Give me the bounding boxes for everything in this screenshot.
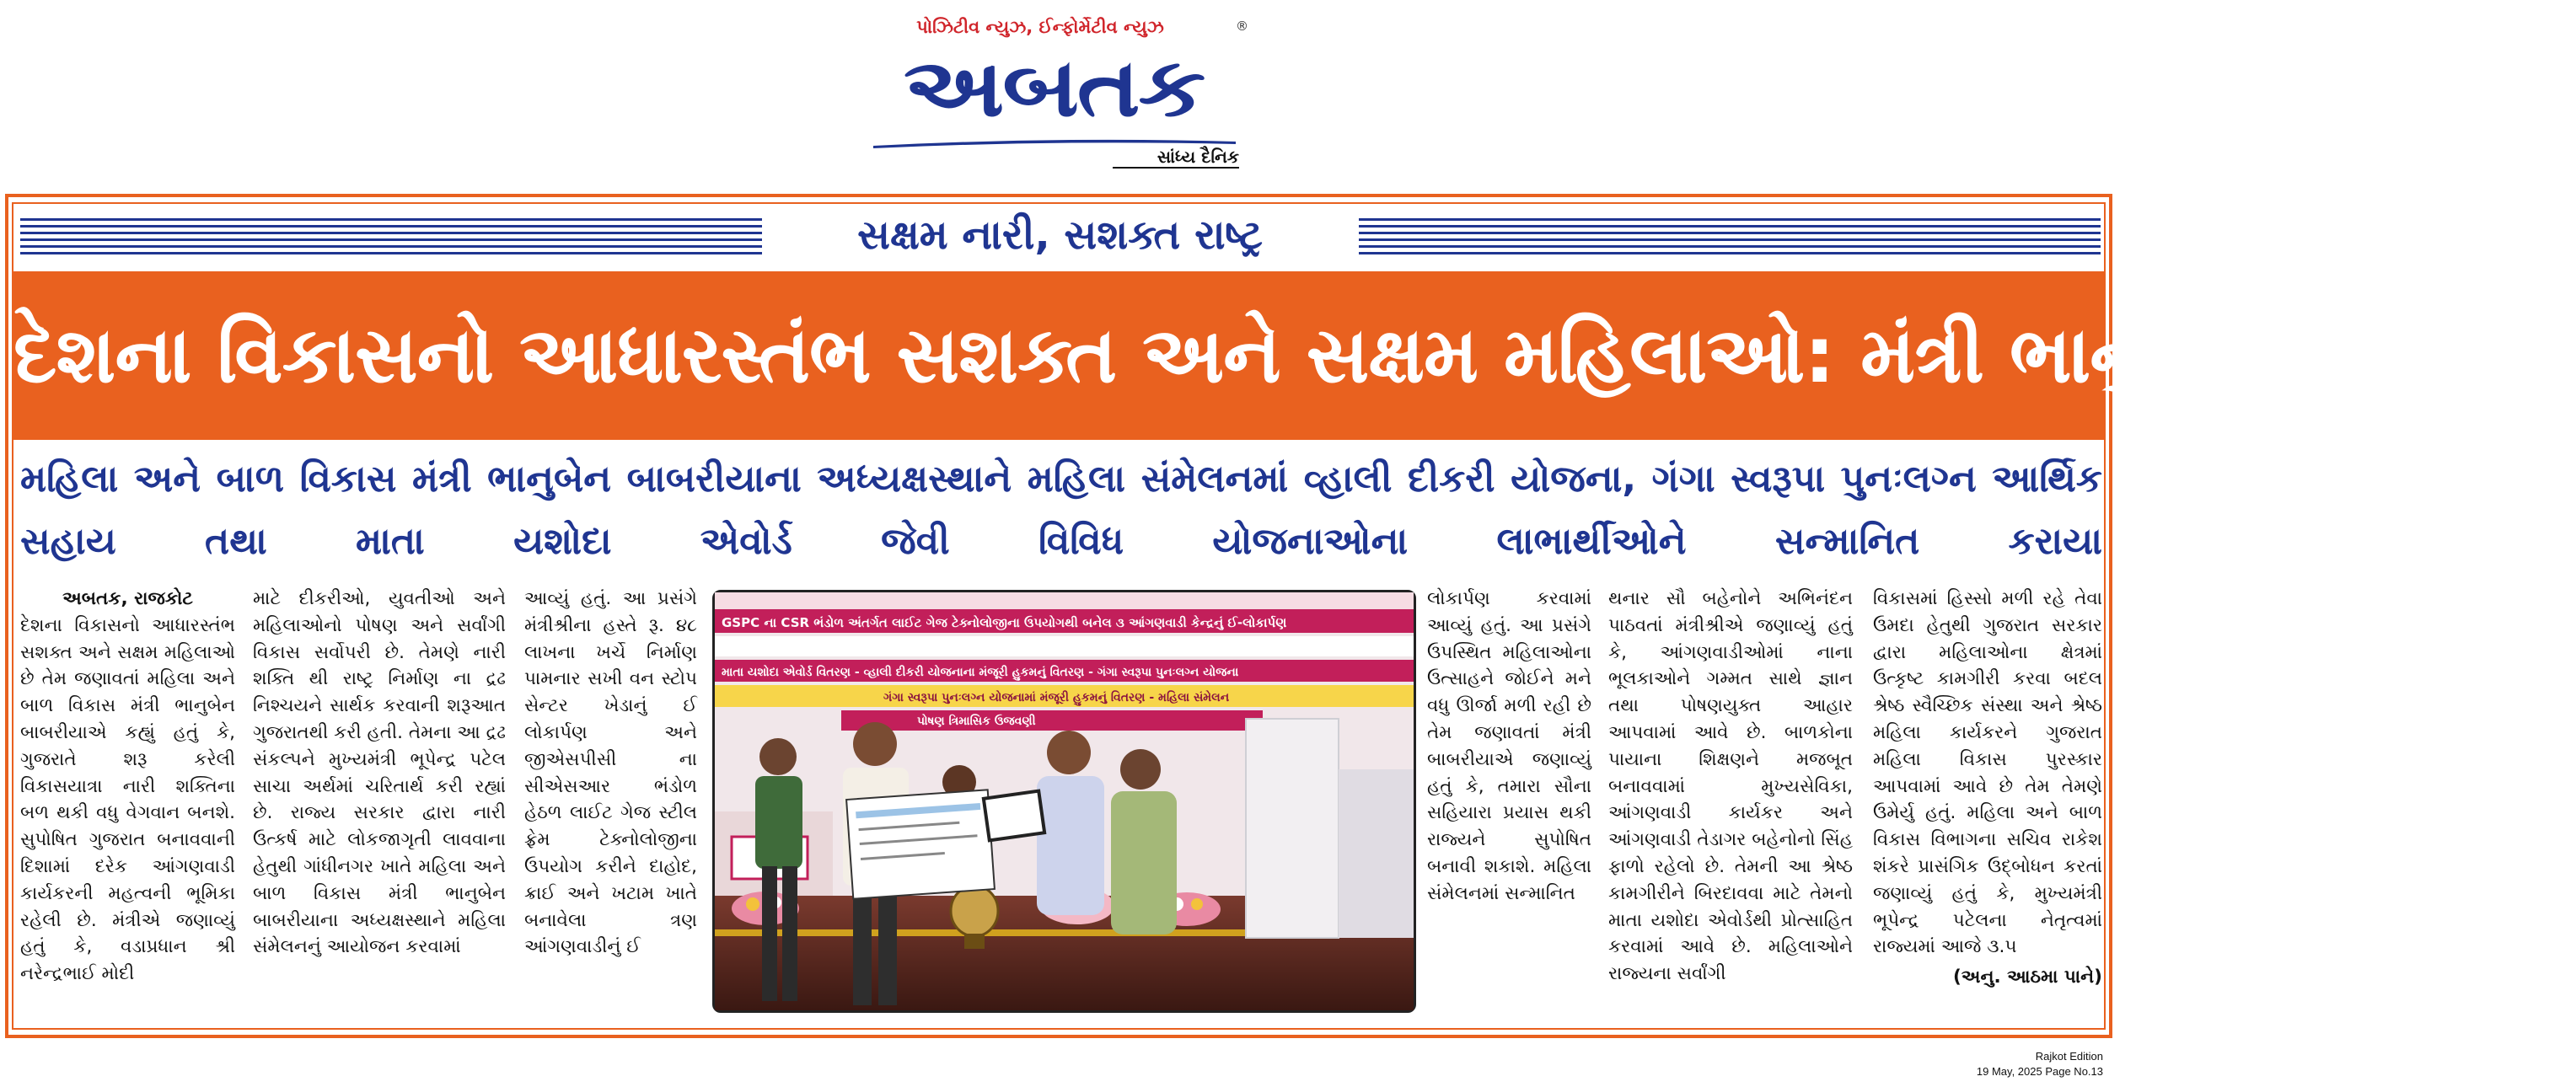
photo-banner-line-3: ગંગા સ્વરૂપા પુનઃલગ્ન યોજનામાં મંજૂરી હુકમનું વિતરણ - મહિલા સંમેલન <box>883 691 1230 704</box>
masthead-subtitle: સાંધ્ય દૈનિક <box>1113 147 1239 169</box>
article-column-6 <box>1873 586 2102 991</box>
article-column-3 <box>524 586 697 961</box>
cheque-board-icon <box>846 790 995 898</box>
photo-banner-line-4: પોષણ ત્રિમાસિક ઉજવણી <box>917 715 1036 728</box>
continued-note: (અનુ. આઠમા પાને) <box>1952 967 2102 988</box>
registered-mark: ® <box>1236 19 1248 34</box>
masthead-tagline: પોઝિટીવ ન્યુઝ, ઈન્ફોર્મેટીવ ન્યુઝ <box>916 17 1164 37</box>
column-text: આવ્યું હતું. આ પ્રસંગે મંત્રીશ્રીના હસ્તે રૂ. ૪૮ લાખના ખર્ચે નિર્માણ પામનાર સખી વન સ્ટોપ સેન્ટર ખેડાનું ઈ લોકાર્પણ અને જીએસપીસી ના સીએસઆર ભંડોળ હેઠળ લાઈટ ગેજ સ્ટીલ ફ્રેમ ટેક્નોલોજીના ઉપયોગ કરીને દાહોદ, ક્રાઈ અને ખટામ ખાતે બનાવેલા ત્રણ આંગણવાડીનું ઈ <box>524 588 697 958</box>
article-byline: અબતક, રાજકોટ <box>62 588 193 609</box>
masthead <box>860 12 1264 172</box>
kicker-rules-right <box>1359 215 2101 257</box>
article-subheadline: મહિલા અને બાળ વિકાસ મંત્રી ભાનુબેન બાબરીયાના અધ્યક્ષસ્થાને મહિલા સંમેલનમાં વ્હાલી દીકરી યોજના, ગંગા સ્વરૂપા પુનઃલગ્ન આર્થિક સહાય તથા માતા યશોદા એવોર્ડ જેવી વિવિધ યોજનાઓના લાભાર્થીઓને સન્માનિત કરાયા <box>20 458 2102 563</box>
kicker-rules-left <box>20 215 762 257</box>
article-column-2 <box>253 586 506 961</box>
column-text: થનાર સૌ બહેનોને અભિનંદન પાઠવતાં મંત્રીશ્રીએ જણાવ્યું હતું કે, આંગણવાડીઓમાં નાના ભૂલકાઓને ગમ્મત સાથે જ્ઞાન તથા પોષણયુક્ત આહાર આપવામાં આવે છે. બાળકોના પાયાના શિક્ષણને મજબૂત બનાવવામાં મુખ્યસેવિકા, આંગણવાડી કાર્યકર અને આંગણવાડી તેડાગર બહેનોનો સિંહ ફાળો રહેલો છે. તેમની આ શ્રેષ્ઠ કામગીરીને બિરદાવવા માટે તેમનો માતા યશોદા એવોર્ડથી પ્રોત્સાહિત કરવામાં આવે છે. મહિલાઓને રાજ્યના સર્વાંગી <box>1608 588 1853 985</box>
article-headline: દેશના વિકાસનો આધારસ્તંભ સશક્ત અને સક્ષમ મહિલાઓ: મંત્રી ભાનુબેન બાબરીયા <box>13 310 2576 400</box>
edition-info <box>1977 1049 2103 1079</box>
article-kicker: સક્ષમ નારી, સશક્ત રાષ્ટ્ર <box>857 212 1263 259</box>
article-photo <box>712 590 1416 1013</box>
article-column-5 <box>1608 586 1853 988</box>
column-text: લોકાર્પણ કરવામાં આવ્યું હતું. આ પ્રસંગે ઉપસ્થિત મહિલાઓના ઉત્સાહને જોઈને મને વધુ ઊર્જા મળી રહી છે તેમ જણાવતાં મંત્રી બાબરીયાએ જણાવ્યું હતું કે, તમારા સૌના સહિયારા પ્રયાસ થકી રાજ્યને સુપોષિત બનાવી શકાશે. મહિલા સંમેલનમાં સન્માનિત <box>1427 588 1591 904</box>
column-text: દેશના વિકાસનો આધારસ્તંભ સશક્ત અને સક્ષમ મહિલાઓ છે તેમ જણાવતાં મહિલા અને બાળ વિકાસ મંત્રી ભાનુબેન બાબરીયાએ કહ્યું હતું કે, ગુજરાતે શરૂ કરેલી વિકાસયાત્રા નારી શક્તિના બળ થકી વધુ વેગવાન બનશે. સુપોષિત ગુજરાત બનાવવાની દિશામાં દરેક આંગણવાડી કાર્યકરની મહત્વની ભૂમિકા રહેલી છે. મંત્રીએ જણાવ્યું હતું કે, વડાપ્રધાન શ્રી નરેન્દ્રભાઈ મોદી <box>20 614 235 985</box>
column-text: વિકાસમાં હિસ્સો મળી રહે તેવા ઉમદા હેતુથી ગુજરાત સરકાર દ્વારા મહિલાઓના ક્ષેત્રમાં ઉત્કૃષ્ટ કામગીરી કરવા બદલ શ્રેષ્ઠ સ્વૈચ્છિક સંસ્થા અને શ્રેષ્ઠ મહિલા કાર્યકરને ગુજરાત મહિલા વિકાસ પુરસ્કાર આપવામાં આવે છે તેમ તેમણે ઉમેર્યુ હતું. મહિલા અને બાળ વિકાસ વિભાગના સચિવ રાકેશ શંકરે પ્રાસંગિક ઉદ્બોધન કરતાં જણાવ્યું હતું કે, મુખ્યમંત્રી ભૂપેન્દ્ર પટેલના નેતૃત્વમાં રાજ્યમાં આજે ૩.૫ <box>1873 588 2102 958</box>
headline-bar <box>13 271 2576 440</box>
article-column-4 <box>1427 586 1591 908</box>
article-column-1 <box>20 586 235 988</box>
event-photo-illustration <box>715 592 1414 1010</box>
certificate-frame-icon <box>984 791 1044 841</box>
column-text: માટે દીકરીઓ, યુવતીઓ અને મહિલાઓનો પોષણ અને સર્વાંગી વિકાસ સર્વોપરી છે. તેમણે નારી શક્તિ થી રાષ્ટ્ર નિર્માણ ના દ્રઢ નિશ્ચયને સાર્થક કરવાની શરૂઆત ગુજરાતથી કરી હતી. તેમના આ દ્રઢ સંકલ્પને મુખ્યમંત્રી ભૂપેન્દ્ર પટેલ સાચા અર્થમાં ચરિતાર્થ કરી રહ્યાં છે. રાજ્ય સરકાર દ્વારા નારી ઉત્કર્ષ માટે લોકજાગૃતી લાવવાના હેતુથી ગાંધીનગર ખાતે મહિલા અને બાળ વિકાસ મંત્રી ભાનુબેન બાબરીયાના અધ્યક્ષસ્થાને મહિલા સંમેલનનું આયોજન કરવામાં <box>253 588 506 958</box>
edition-date-page: 19 May, 2025 Page No.13 <box>1976 1065 2103 1078</box>
newspaper-logo: અબતક <box>903 40 1205 135</box>
edition-name: Rajkot Edition <box>2035 1050 2103 1063</box>
photo-banner-line-2: માતા યશોદા એવોર્ડ વિતરણ - વ્હાલી દીકરી યોજનાના મંજૂરી હુકમનું વિતરણ - ગંગા સ્વરૂપા પુનઃલગ્ન યોજના <box>722 666 1239 679</box>
photo-banner-line-1: GSPC ના CSR ભંડોળ અંતર્ગત લાઈટ ગેજ ટેક્નોલોજીના ઉપયોગથી બનેલ ૩ આંગણવાડી કેન્દ્રનું ઈ-લોકાર્પણ <box>722 615 1287 630</box>
